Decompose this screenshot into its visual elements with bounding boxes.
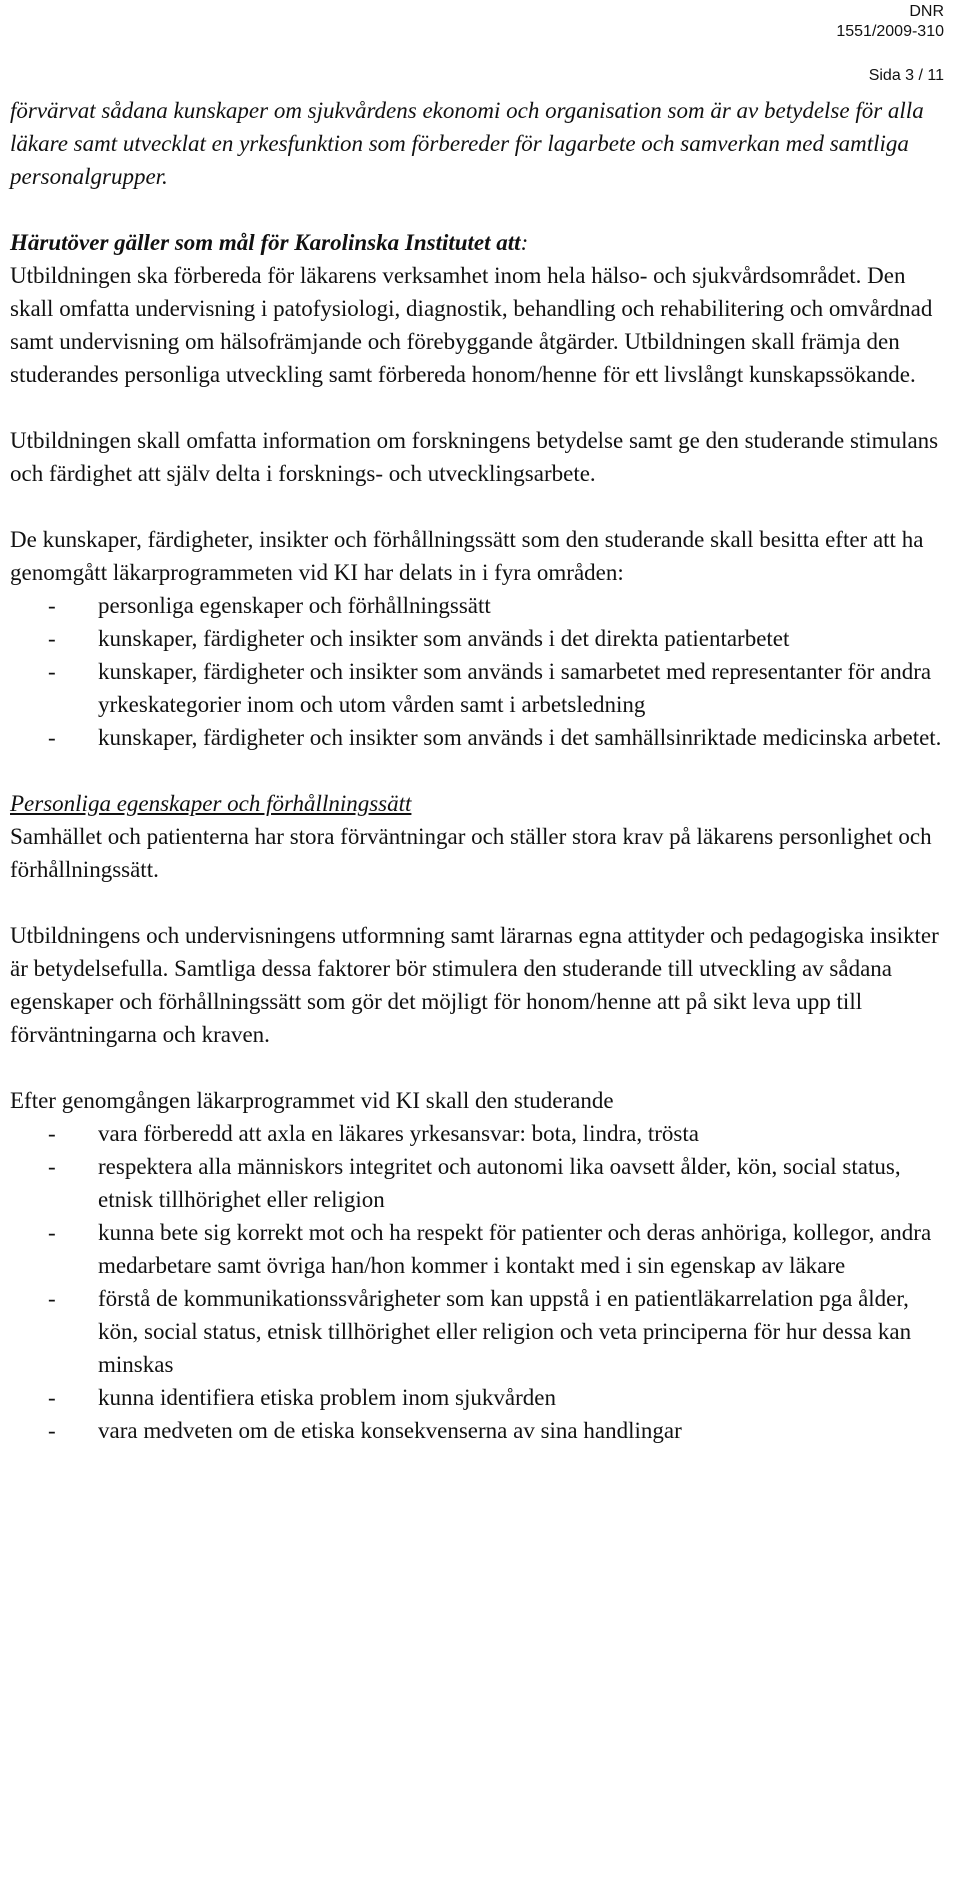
list-item: - kunna bete sig korrekt mot och ha respekt för patienter och deras anhöriga, kollegor, andra medarbetare samt övriga han/hon kommer i kontakt med i sin egenskap av läkare [10, 1216, 950, 1282]
dnr-label: DNR [909, 3, 944, 20]
ki-goals-text: Utbildningen ska förbereda för läkarens verksamhet inom hela hälso- och sjukvårdsområdet. Den skall omfatta undervisning i patofysiologi, diagnostik, behandling och rehabilitering och omvårdnad samt undervisning om hälsofrämjande och förebyggande åtgärder. Utbildningen skall främja den studerandes personliga utveckling samt förbereda honom/henne för ett livslångt kunskapssökande. [10, 263, 933, 387]
list-item: - förstå de kommunikationssvårigheter som kan uppstå i en patientläkarrelation pga ålder, kön, social status, etnisk tillhörighet eller religion och veta principerna för hur dessa kan minskas [10, 1282, 950, 1381]
document-body [10, 94, 950, 1447]
ki-goals-heading: Härutöver gäller som mål för Karolinska Institutet att [10, 230, 521, 255]
personal-section [10, 787, 950, 886]
areas-list [10, 589, 950, 754]
personal-paragraph-2: Utbildningens och undervisningens utformning samt lärarnas egna attityder och pedagogiska insikter är betydelsefulla. Samtliga dessa faktorer bör stimulera den studerande till utveckling av sådana egenskaper och förhållningssätt som gör det möjligt för honom/henne att på sikt leva upp till förväntningarna och kraven. [10, 923, 939, 1047]
page-number: Sida 3 / 11 [868, 67, 944, 84]
after-list [10, 1117, 950, 1447]
research-paragraph: Utbildningen skall omfatta information om forskningens betydelse samt ge den studerande stimulans och färdighet att själv delta i forsknings- och utvecklingsarbete. [10, 428, 939, 486]
list-item: - respektera alla människors integritet och autonomi lika oavsett ålder, kön, social status, etnisk tillhörighet eller religion [10, 1150, 950, 1216]
after-intro: Efter genomgången läkarprogrammet vid KI skall den studerande [10, 1088, 614, 1113]
personal-heading: Personliga egenskaper och förhållningssätt [10, 791, 412, 816]
list-item: - personliga egenskaper och förhållningssätt [10, 589, 950, 622]
ki-goals-section [10, 226, 950, 391]
after-section [10, 1084, 950, 1447]
list-item: - kunna identifiera etiska problem inom sjukvården [10, 1381, 950, 1414]
list-item: - vara medveten om de etiska konsekvenserna av sina handlingar [10, 1414, 950, 1447]
ki-goals-colon: : [520, 230, 529, 255]
areas-intro: De kunskaper, färdigheter, insikter och förhållningssätt som den studerande skall besitta efter att ha genomgått läkarprogrammeten vid KI har delats in i fyra områden: [10, 527, 924, 585]
ki-goals-heading-line [10, 226, 950, 259]
dnr-number: 1551/2009-310 [836, 23, 944, 40]
intro-paragraph: förvärvat sådana kunskaper om sjukvårdens ekonomi och organisation som är av betydelse för alla läkare samt utvecklat en yrkesfunktion som förbereder för lagarbete och samverkan med samtliga personalgrupper. [10, 98, 924, 189]
list-item: - kunskaper, färdigheter och insikter som används i det direkta patientarbetet [10, 622, 950, 655]
page-header [836, 0, 944, 88]
list-item: - kunskaper, färdigheter och insikter som används i det samhällsinriktade medicinska arbetet. [10, 721, 950, 754]
personal-paragraph-1: Samhället och patienterna har stora förväntningar och ställer stora krav på läkarens personlighet och förhållningssätt. [10, 824, 932, 882]
list-item: - vara förberedd att axla en läkares yrkesansvar: bota, lindra, trösta [10, 1117, 950, 1150]
list-item: - kunskaper, färdigheter och insikter som används i samarbetet med representanter för andra yrkeskategorier inom och utom vården samt i arbetsledning [10, 655, 950, 721]
